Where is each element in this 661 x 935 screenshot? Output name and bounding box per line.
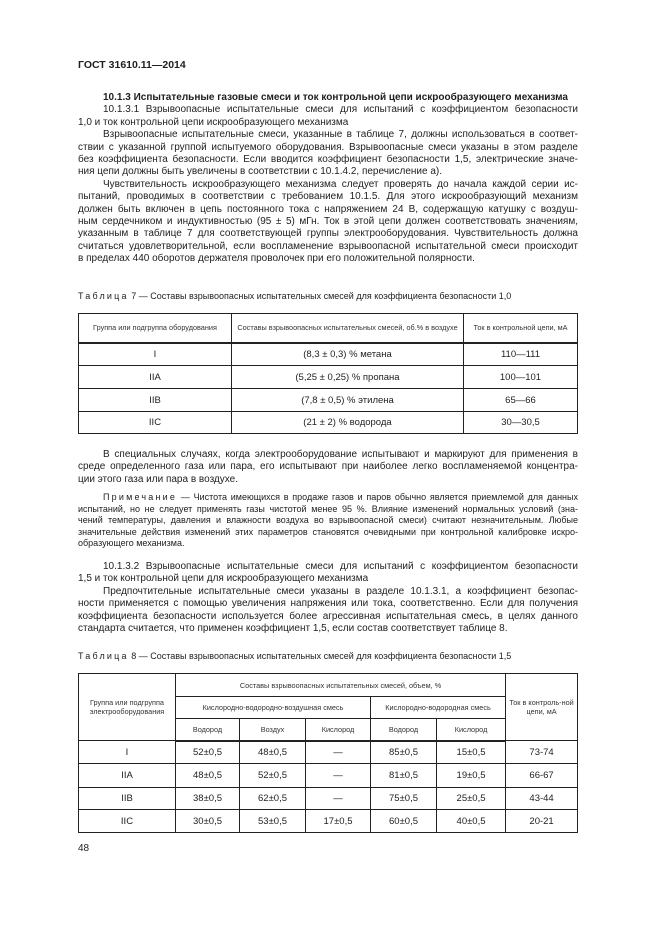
- table-cell: IIA: [79, 366, 232, 389]
- table-8: [78, 673, 578, 833]
- caption-label: Таблица: [78, 291, 129, 301]
- text-line: ствии с указанной группой испытуемого оборудования. Взрывоопасные смеси указаны в этом разделе: [78, 141, 578, 153]
- table-cell: IIC: [79, 810, 176, 833]
- table-cell: 73-74: [506, 741, 578, 764]
- text-line: без коэффициента безопасности. Если вводится коэффициент безопасности 1,5, электрические значе-: [78, 153, 578, 165]
- caption-text: 7 — Составы взрывоопасных испытательных смесей для коэффициента безопасности 1,0: [128, 291, 512, 301]
- text-line: 1,0 и ток контрольной цепи искрообразующего механизма: [78, 116, 349, 128]
- table-cell: I: [79, 741, 176, 764]
- table-8-header-current: Ток в контроль-ной цепи, мА: [506, 674, 578, 741]
- table-8-header-composition: Составы взрывоопасных испытательных смесей, объем, %: [176, 674, 506, 697]
- table-cell: 60±0,5: [371, 810, 437, 833]
- text-line: Предпочтительные испытательные смеси указаны в разделе 10.1.3.1, а коэффициент безопас-: [103, 585, 578, 597]
- table-cell: 25±0,5: [437, 788, 506, 810]
- text-line: 10.1.3.1 Взрывоопасные испытательные смеси для испытаний с коэффициентом безопасности: [103, 104, 578, 116]
- table-8-subheader: Воздух: [240, 719, 306, 741]
- table-cell: 81±0,5: [371, 764, 437, 788]
- table-8-header-mix-oxygen: Кислородно-водородная смесь: [371, 697, 506, 719]
- text-line: коэффициента безопасности используется более агрессивная испытательная смесь, в целях данного: [78, 610, 578, 622]
- table-row: [79, 366, 578, 389]
- table-cell: 66-67: [506, 764, 578, 788]
- table-cell: 38±0,5: [176, 788, 240, 810]
- page-number: 48: [78, 843, 90, 854]
- text-line: 10.1.3.2 Взрывоопасные испытательные смеси для испытаний с коэффициентом безопасности: [103, 561, 578, 572]
- paragraph: [78, 179, 578, 266]
- table-row: [79, 764, 578, 788]
- table-cell: 19±0,5: [437, 764, 506, 788]
- text-line: пытаний, проводимых в соответствии с требованием 10.1.5. Для этого искрообразующий механизм: [78, 191, 578, 203]
- table-cell: 100—101: [464, 366, 578, 389]
- table-8-subheader: Водород: [371, 719, 437, 741]
- table-row: [79, 810, 578, 833]
- table-cell: 75±0,5: [371, 788, 437, 810]
- text-line: испытаний, но не следует применять газы чистотой менее 95 %. Влияние изменений нормальных условий (зна-: [78, 503, 578, 514]
- note-paragraph: [78, 492, 578, 550]
- table-cell: 65—66: [464, 389, 578, 412]
- text-line: В специальных случаях, когда электрооборудование испытывают и маркируют для применения в: [103, 449, 578, 460]
- table-7-caption: [78, 291, 511, 301]
- table-8-subheader: Кислород: [437, 719, 506, 741]
- caption-label: Таблица: [78, 651, 129, 661]
- table-cell: 53±0,5: [240, 810, 306, 833]
- table-cell: 30±0,5: [176, 810, 240, 833]
- table-8-header-group: Группа или подгруппа электрооборудования: [79, 674, 176, 741]
- document-code-header: ГОСТ 31610.11—2014: [78, 59, 186, 71]
- text-line: Взрывоопасные испытательные смеси, указанные в таблице 7, должны использоваться в соответ-: [103, 129, 578, 141]
- table-cell: —: [306, 741, 371, 764]
- text-line: образующего механизма.: [78, 538, 185, 548]
- table-cell: 85±0,5: [371, 741, 437, 764]
- table-cell: 110—111: [464, 343, 578, 366]
- text-line: среде определенного газа или пара, его испытывают при наиболее легко воспламеняемой концентра-: [78, 461, 578, 473]
- table-cell: 52±0,5: [176, 741, 240, 764]
- paragraph: [78, 561, 578, 586]
- paragraph: [78, 449, 578, 486]
- section-10-1-3-text: [78, 92, 578, 265]
- table-cell: IIB: [79, 389, 232, 412]
- text-line: считаться удовлетворительной, если воспламенение взрывоопасной испытательной смеси происходит: [78, 240, 578, 252]
- table-cell: 15±0,5: [437, 741, 506, 764]
- text-line: ции этого газа или пара в воздухе.: [78, 473, 238, 485]
- table-cell: 20-21: [506, 810, 578, 833]
- table-cell: (21 ± 2) % водорода: [232, 412, 464, 434]
- table-cell: 17±0,5: [306, 810, 371, 833]
- paragraph: [78, 586, 578, 636]
- text-line: указанным в таблице 7 для соответствующей группы электрооборудования. Чувствительность должна: [78, 228, 578, 240]
- table-7-header-current: Ток в контрольной цепи, мА: [464, 314, 578, 343]
- paragraph: [78, 104, 578, 129]
- section-heading: [78, 92, 578, 104]
- table-cell: IIA: [79, 764, 176, 788]
- table-row: [79, 788, 578, 810]
- table-7-header-composition: Составы взрывоопасных испытательных смесей, об.% в воздухе: [232, 314, 464, 343]
- text-line: чений температуры, давления и влажности воздуха во взрывоопасной смеси) считают незначительным. Любые: [78, 515, 578, 525]
- table-cell: IIC: [79, 412, 232, 434]
- table-cell: —: [306, 788, 371, 810]
- text-line: ния цепи должны быть увеличены в соответствии с 10.1.4.2, перечисление а).: [78, 166, 443, 178]
- table-8-subheader: Водород: [176, 719, 240, 741]
- text-line: ным сердечником и индуктивностью (95 ± 5) мГн. Ток в этой цепи должен соответствовать значениям,: [78, 215, 578, 227]
- table-cell: (7,8 ± 0,5) % этилена: [232, 389, 464, 412]
- note: [78, 492, 578, 550]
- text-line: значительные действия изменений этих параметров становятся очевидными при контрольной калибровке искро-: [78, 526, 578, 537]
- table-row: [79, 741, 578, 764]
- note-label: Примечание: [103, 492, 178, 502]
- text-line: Чувствительность искрообразующего механизма следует проверять до начала каждой серии ис-: [103, 178, 578, 190]
- section-10-1-3-2-text: [78, 561, 578, 635]
- table-cell: 40±0,5: [437, 810, 506, 833]
- text-line: 10.1.3 Испытательные газовые смеси и ток контрольной цепи искрообразующего механизма: [103, 92, 568, 103]
- table-8-caption: [78, 651, 511, 661]
- table-cell: 30—30,5: [464, 412, 578, 434]
- table-cell: 48±0,5: [176, 764, 240, 788]
- table-cell: 52±0,5: [240, 764, 306, 788]
- table-cell: (8,3 ± 0,3) % метана: [232, 343, 464, 366]
- table-row: [79, 343, 578, 366]
- table-8-header-mix-air: Кислородно-водородно-воздушная смесь: [176, 697, 371, 719]
- table-8-subheader: Кислород: [306, 719, 371, 741]
- special-cases-text: [78, 449, 578, 486]
- table-row: [79, 412, 578, 434]
- caption-text: 8 — Составы взрывоопасных испытательных смесей для коэффициента безопасности 1,5: [128, 651, 512, 661]
- note-text: — Чистота имеющихся в продаже газов и паров обычно является приемлемой для данных: [177, 492, 578, 502]
- table-cell: (5,25 ± 0,25) % пропана: [232, 366, 464, 389]
- text-line: в пределах 440 оборотов держателя проволочек при его положительной полярности.: [78, 253, 475, 265]
- table-cell: 62±0,5: [240, 788, 306, 810]
- text-line: ности применяется с помощью увеличения напряжения или тока, соответственно. Если для получения: [78, 598, 578, 610]
- text-line: должен быть включен в цепь постоянного тока с напряжением 24 В, содержащую катушку с воздуш-: [78, 203, 578, 215]
- text-line: стандарта считается, что применен коэффициент 1,5, если состав соответствует таблице 8.: [78, 622, 508, 634]
- paragraph: [78, 129, 578, 179]
- table-cell: I: [79, 343, 232, 366]
- table-cell: IIB: [79, 788, 176, 810]
- text-line: 1,5 и ток контрольной цепи для искрообразующего механизма: [78, 573, 369, 585]
- table-7-header-group: Группа или подгруппа оборудования: [79, 314, 232, 343]
- table-cell: —: [306, 764, 371, 788]
- table-7: [78, 313, 578, 434]
- text-line: [78, 492, 578, 504]
- table-cell: 43-44: [506, 788, 578, 810]
- table-row: [79, 389, 578, 412]
- table-cell: 48±0,5: [240, 741, 306, 764]
